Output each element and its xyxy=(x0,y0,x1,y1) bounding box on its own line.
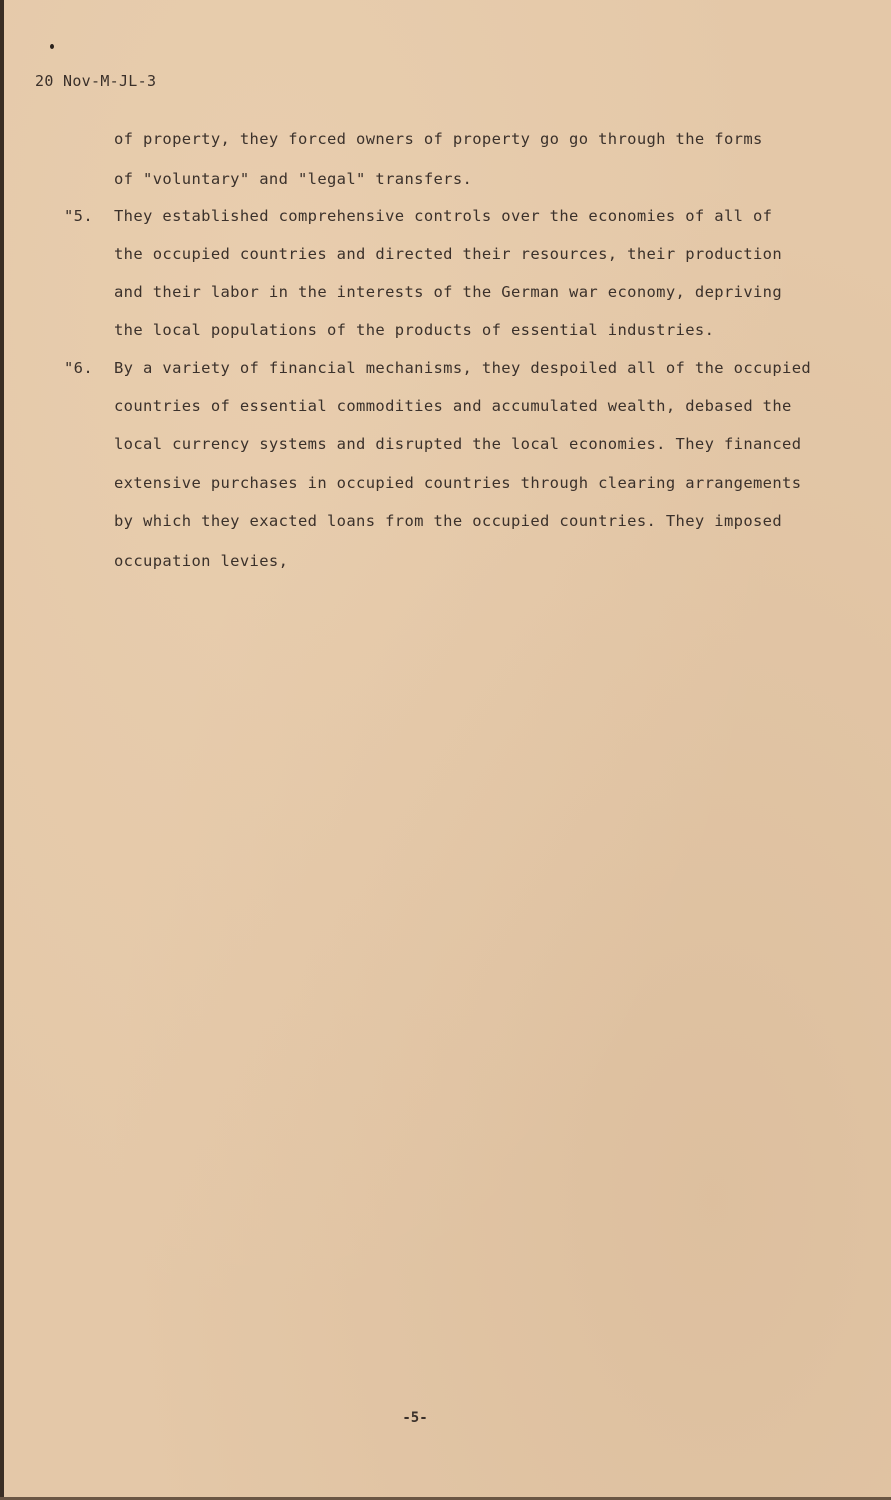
ink-dot xyxy=(50,44,54,49)
paragraph-line: of property, they forced owners of property go go through the forms xyxy=(114,130,763,148)
paragraph-line: local currency systems and disrupted the local economies. They financed xyxy=(114,435,802,453)
page-number: -5- xyxy=(402,1410,428,1426)
document-header-code: 20 Nov-M-JL-3 xyxy=(35,72,157,90)
paragraph-line: and their labor in the interests of the German war economy, depriving xyxy=(114,283,783,301)
paragraph-line: By a variety of financial mechanisms, they despoiled all of the occupied xyxy=(114,359,812,377)
paragraph-number: "6. xyxy=(64,359,94,377)
paragraph-line: the local populations of the products of essential industries. xyxy=(114,321,715,339)
paragraph-line: extensive purchases in occupied countries through clearing arrangements xyxy=(114,474,802,492)
paragraph-line: occupation levies, xyxy=(114,552,289,570)
paragraph-line: They established comprehensive controls over the economies of all of xyxy=(114,207,773,225)
paragraph-number: "5. xyxy=(64,207,94,225)
paragraph-line: countries of essential commodities and accumulated wealth, debased the xyxy=(114,397,792,415)
paragraph-line: by which they exacted loans from the occupied countries. They imposed xyxy=(114,512,783,530)
paragraph-line: of "voluntary" and "legal" transfers. xyxy=(114,170,473,188)
page-left-edge xyxy=(0,0,4,1500)
paragraph-line: the occupied countries and directed their resources, their production xyxy=(114,245,783,263)
